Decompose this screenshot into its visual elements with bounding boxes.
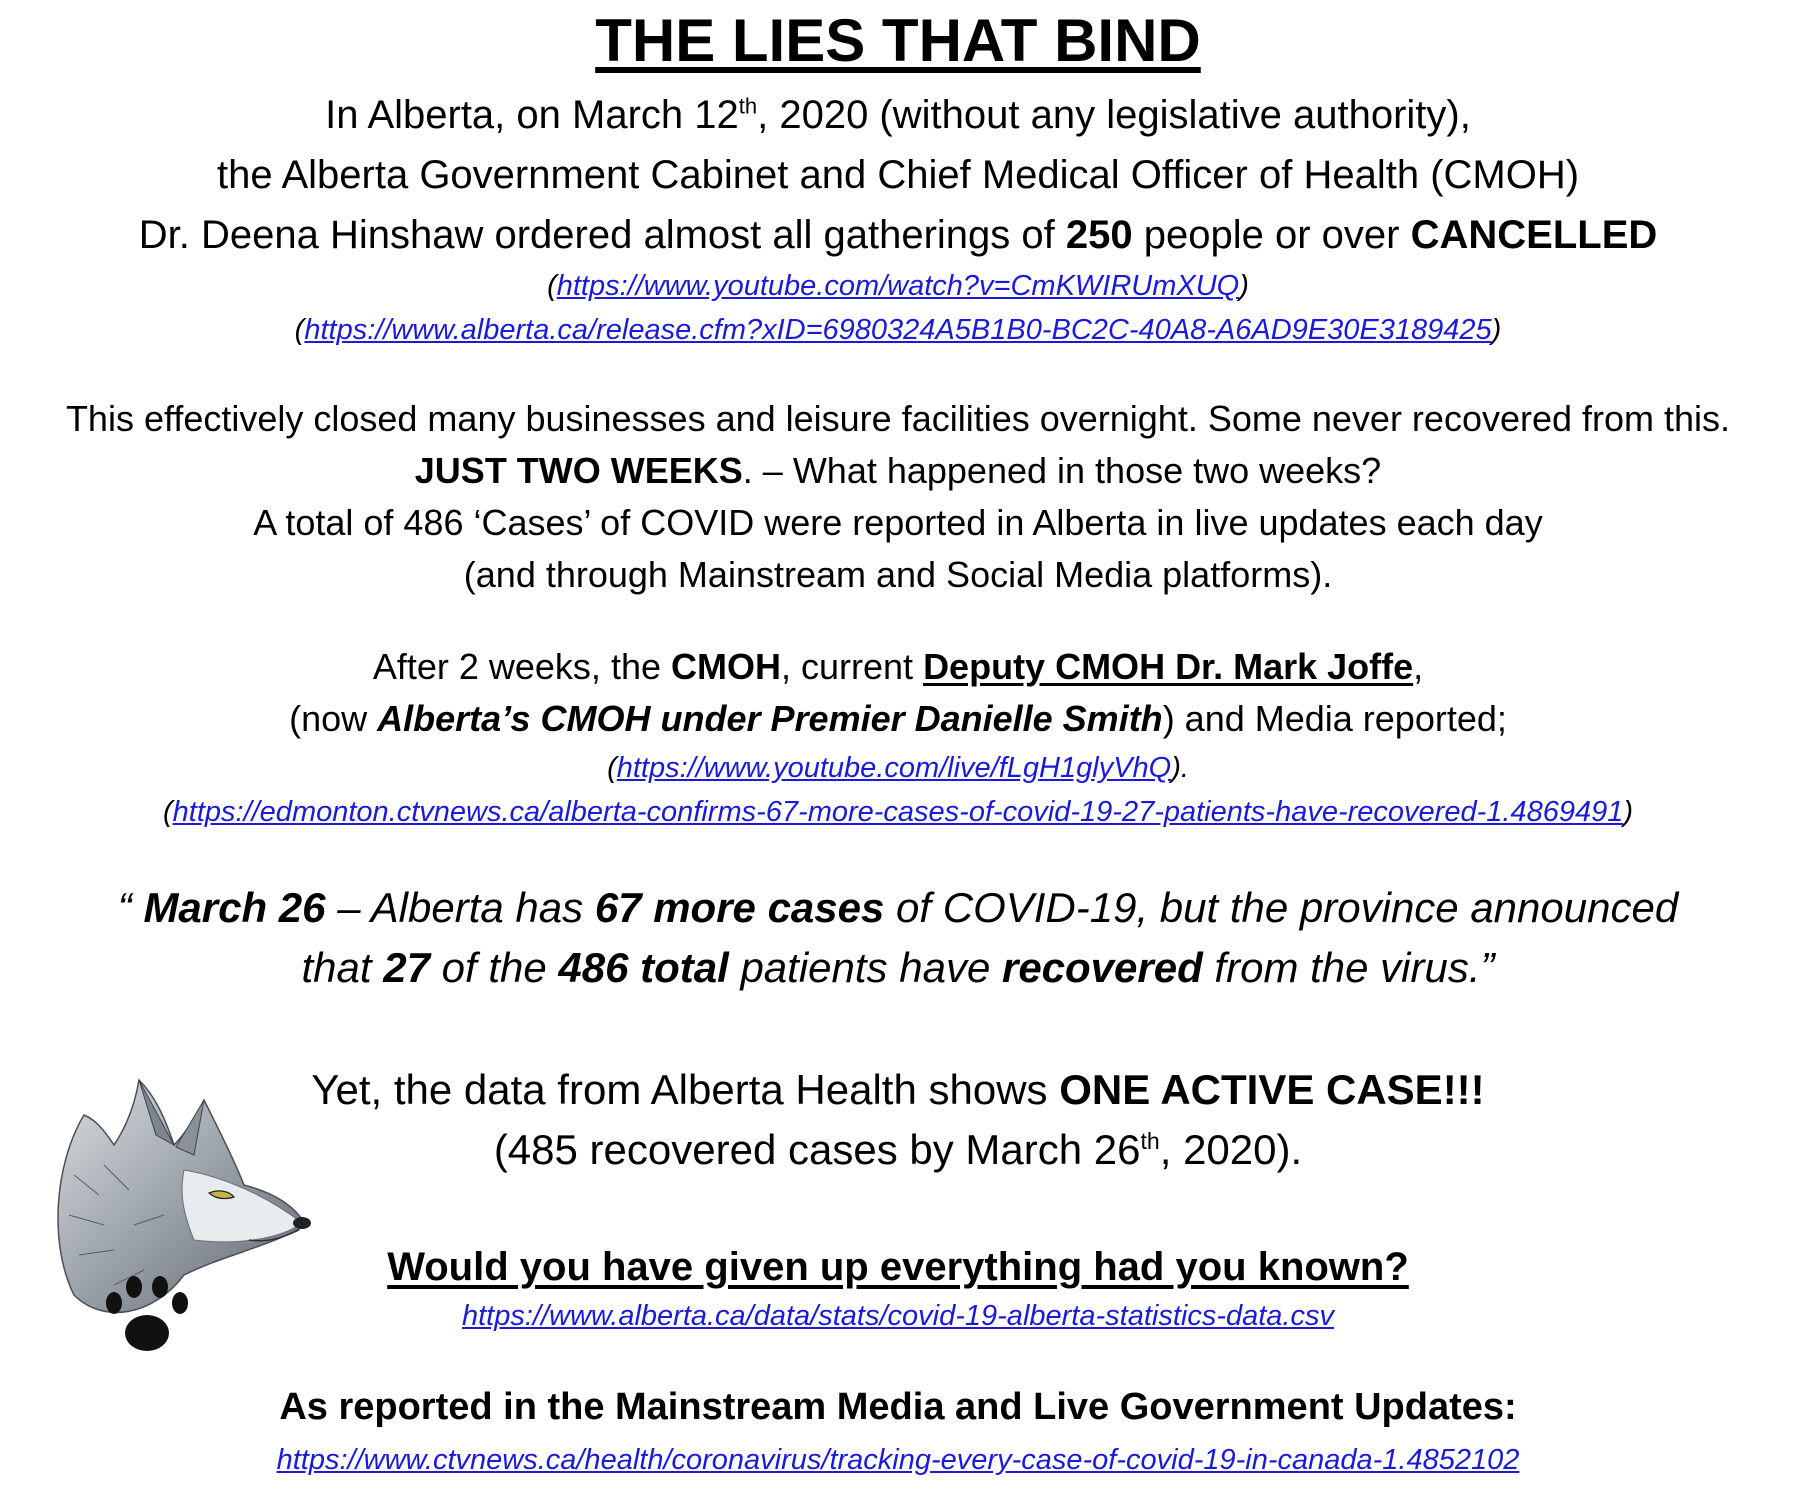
after-line-1: After 2 weeks, the CMOH, current Deputy CMOH Dr. Mark Joffe, [372, 646, 1424, 687]
quote-line-2: that 27 of the 486 total patients have recovered from the virus.” [301, 944, 1495, 991]
alberta-stats-csv-link[interactable]: https://www.alberta.ca/data/stats/covid-19-alberta-statistics-data.csv [462, 1300, 1334, 1332]
after-line-2: (now Alberta’s CMOH under Premier Danielle Smith) and Media reported; [289, 698, 1507, 739]
effect-line-1: This effectively closed many businesses and leisure facilities overnight. Some never recovered from this. [65, 398, 1731, 439]
ctv-tracking-link-line [0, 1444, 1796, 1477]
ctv-edmonton-link[interactable]: https://edmonton.ctvnews.ca/alberta-confirms-67-more-cases-of-covid-19-27-patients-have-recovered-1.4869491 [172, 796, 1624, 828]
quote-line-1: “ March 26 – Alberta has 67 more cases of COVID-19, but the province announced [117, 884, 1679, 931]
data-line-1: Yet, the data from Alberta Health shows ONE ACTIVE CASE!!! [311, 1066, 1485, 1113]
source-link-2-line: (https://www.alberta.ca/release.cfm?xID=6980324A5B1B0-BC2C-40A8-A6AD9E30E3189425) [294, 314, 1502, 346]
intro-line-3: Dr. Deena Hinshaw ordered almost all gatherings of 250 people or over CANCELLED [138, 213, 1658, 257]
page-title: THE LIES THAT BIND [595, 7, 1201, 74]
closing-question: Would you have given up everything had you known? [387, 1245, 1409, 1289]
source-link-1-line: (https://www.youtube.com/watch?v=CmKWIRUmXUQ) [547, 270, 1249, 302]
source-link-4-line: (https://edmonton.ctvnews.ca/alberta-confirms-67-more-cases-of-covid-19-27-patients-have-recovered-1.4869491) [162, 796, 1634, 828]
ctv-tracking-link[interactable]: https://www.ctvnews.ca/health/coronavirus/tracking-every-case-of-covid-19-in-canada-1.4852102 [276, 1444, 1520, 1476]
effect-line-4: (and through Mainstream and Social Media platforms). [463, 554, 1333, 595]
alberta-release-link[interactable]: https://www.alberta.ca/release.cfm?xID=6980324A5B1B0-BC2C-40A8-A6AD9E30E3189425 [304, 314, 1492, 346]
source-link-3-line: (https://www.youtube.com/live/fLgH1glyVhQ). [607, 752, 1189, 784]
intro-line-1: In Alberta, on March 12th, 2020 (without any legislative authority), [325, 93, 1471, 137]
youtube-live-link[interactable]: https://www.youtube.com/live/fLgH1glyVhQ [616, 752, 1172, 784]
data-line-2: (485 recovered cases by March 26th, 2020). [493, 1126, 1303, 1173]
intro-line-2: the Alberta Government Cabinet and Chief Medical Officer of Health (CMOH) [216, 153, 1580, 197]
effect-line-2: JUST TWO WEEKS. – What happened in those two weeks? [414, 450, 1382, 491]
final-heading: As reported in the Mainstream Media and Live Government Updates: [279, 1386, 1517, 1428]
youtube-link-1[interactable]: https://www.youtube.com/watch?v=CmKWIRUmXUQ [556, 270, 1240, 302]
stats-link-line [0, 1300, 1796, 1333]
effect-line-3: A total of 486 ‘Cases’ of COVID were reported in Alberta in live updates each day [253, 502, 1543, 543]
